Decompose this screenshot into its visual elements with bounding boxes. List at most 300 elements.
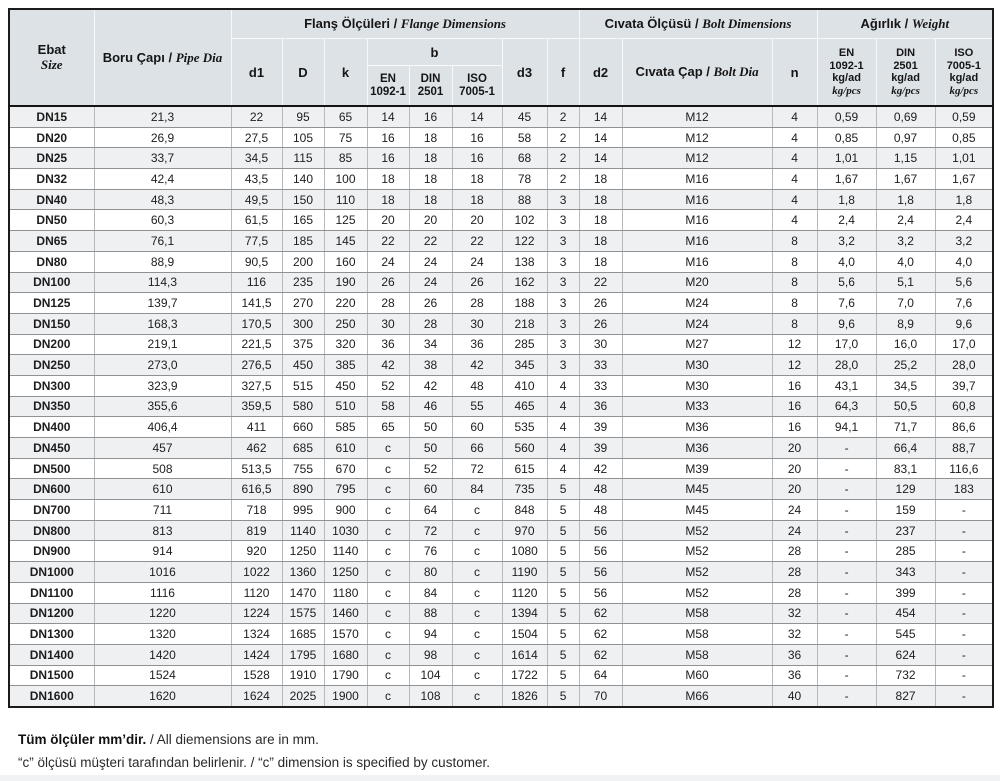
cell-w_din: 129 (876, 479, 935, 500)
cell-w_iso: - (935, 603, 993, 624)
cell-d3: 138 (502, 251, 547, 272)
cell-b_iso: c (452, 500, 502, 521)
cell-d2: 14 (579, 148, 622, 169)
cell-w_iso: - (935, 624, 993, 645)
cell-b_en: 30 (367, 313, 409, 334)
cell-pipe_dia: 88,9 (94, 251, 231, 272)
cell-pipe_dia: 508 (94, 458, 231, 479)
cell-b_iso: c (452, 624, 502, 645)
cell-b_iso: c (452, 603, 502, 624)
cell-b_iso: 28 (452, 293, 502, 314)
cell-d1: 1022 (231, 562, 282, 583)
cell-w_en: 28,0 (817, 355, 876, 376)
col-header-D: D (282, 39, 324, 107)
cell-b_iso: 48 (452, 375, 502, 396)
cell-d1: 61,5 (231, 210, 282, 231)
cell-d1: 34,5 (231, 148, 282, 169)
cell-w_iso: - (935, 500, 993, 521)
cell-k: 1180 (324, 582, 367, 603)
cell-d2: 36 (579, 396, 622, 417)
cell-D: 1575 (282, 603, 324, 624)
cell-w_din: 5,1 (876, 272, 935, 293)
cell-d2: 18 (579, 210, 622, 231)
cell-f: 4 (547, 396, 579, 417)
cell-D: 660 (282, 417, 324, 438)
cell-n: 4 (772, 148, 817, 169)
cell-D: 200 (282, 251, 324, 272)
cell-b_din: 72 (409, 520, 452, 541)
cell-n: 12 (772, 355, 817, 376)
cell-d3: 1614 (502, 644, 547, 665)
cell-d3: 78 (502, 169, 547, 190)
cell-d2: 39 (579, 438, 622, 459)
cell-size: DN1000 (9, 562, 94, 583)
cell-bolt_dia: M36 (622, 438, 772, 459)
cell-b_din: 26 (409, 293, 452, 314)
group-header-flange-dimensions (231, 9, 579, 39)
cell-f: 3 (547, 189, 579, 210)
cell-b_en: c (367, 479, 409, 500)
cell-D: 450 (282, 355, 324, 376)
cell-n: 28 (772, 541, 817, 562)
cell-pipe_dia: 21,3 (94, 106, 231, 127)
cell-b_en: 58 (367, 396, 409, 417)
cell-d3: 285 (502, 334, 547, 355)
cell-d3: 58 (502, 127, 547, 148)
cell-w_iso: 39,7 (935, 375, 993, 396)
cell-d2: 14 (579, 106, 622, 127)
cell-w_din: 732 (876, 665, 935, 686)
cell-w_en: - (817, 458, 876, 479)
cell-b_iso: c (452, 582, 502, 603)
table-row (9, 438, 993, 459)
cell-size: DN400 (9, 417, 94, 438)
cell-b_iso: c (452, 686, 502, 707)
cell-bolt_dia: M52 (622, 541, 772, 562)
cell-n: 20 (772, 479, 817, 500)
cell-pipe_dia: 457 (94, 438, 231, 459)
footnote-units-en: / All diemensions are in mm. (146, 732, 319, 747)
cell-b_din: 64 (409, 500, 452, 521)
cell-b_en: c (367, 562, 409, 583)
cell-n: 8 (772, 251, 817, 272)
cell-pipe_dia: 1420 (94, 644, 231, 665)
cell-w_din: 66,4 (876, 438, 935, 459)
cell-f: 5 (547, 562, 579, 583)
cell-f: 4 (547, 438, 579, 459)
cell-f: 5 (547, 644, 579, 665)
cell-w_din: 50,5 (876, 396, 935, 417)
cell-d1: 359,5 (231, 396, 282, 417)
cell-b_iso: c (452, 665, 502, 686)
cell-d3: 188 (502, 293, 547, 314)
cell-w_din: 71,7 (876, 417, 935, 438)
cell-k: 585 (324, 417, 367, 438)
cell-size: DN40 (9, 189, 94, 210)
cell-n: 4 (772, 106, 817, 127)
cell-n: 28 (772, 562, 817, 583)
cell-d3: 1722 (502, 665, 547, 686)
cell-b_en: 20 (367, 210, 409, 231)
table-row (9, 541, 993, 562)
cell-k: 65 (324, 106, 367, 127)
table-row (9, 231, 993, 252)
cell-b_din: 104 (409, 665, 452, 686)
cell-f: 3 (547, 272, 579, 293)
cell-D: 1795 (282, 644, 324, 665)
cell-n: 40 (772, 686, 817, 707)
cell-k: 110 (324, 189, 367, 210)
footnote-c-tr: “c” ölçüsü müşteri tarafından belirlenir. (18, 755, 247, 770)
cell-b_din: 18 (409, 148, 452, 169)
cell-f: 5 (547, 520, 579, 541)
cell-D: 1685 (282, 624, 324, 645)
cell-D: 140 (282, 169, 324, 190)
table-row (9, 127, 993, 148)
cell-w_en: - (817, 541, 876, 562)
cell-size: DN900 (9, 541, 94, 562)
flange-group-label-tr: Flanş Ölçüleri / (304, 16, 398, 31)
cell-D: 105 (282, 127, 324, 148)
cell-d1: 819 (231, 520, 282, 541)
cell-n: 8 (772, 272, 817, 293)
cell-n: 20 (772, 438, 817, 459)
table-row (9, 644, 993, 665)
dimension-sheet (8, 8, 992, 770)
table-row (9, 355, 993, 376)
cell-d2: 48 (579, 479, 622, 500)
cell-f: 5 (547, 624, 579, 645)
cell-b_iso: 18 (452, 189, 502, 210)
cell-d3: 1826 (502, 686, 547, 707)
cell-bolt_dia: M52 (622, 582, 772, 603)
cell-d2: 39 (579, 417, 622, 438)
cell-d2: 62 (579, 644, 622, 665)
table-row (9, 313, 993, 334)
cell-w_din: 237 (876, 520, 935, 541)
cell-d3: 88 (502, 189, 547, 210)
cell-w_iso: 0,85 (935, 127, 993, 148)
cell-f: 4 (547, 417, 579, 438)
cell-w_en: - (817, 582, 876, 603)
cell-d1: 77,5 (231, 231, 282, 252)
cell-b_din: 50 (409, 438, 452, 459)
cell-w_iso: 60,8 (935, 396, 993, 417)
cell-D: 2025 (282, 686, 324, 707)
cell-size: DN350 (9, 396, 94, 417)
cell-n: 24 (772, 520, 817, 541)
cell-w_en: - (817, 665, 876, 686)
table-row (9, 500, 993, 521)
cell-b_en: 36 (367, 334, 409, 355)
cell-D: 755 (282, 458, 324, 479)
cell-b_en: 16 (367, 127, 409, 148)
cell-pipe_dia: 26,9 (94, 127, 231, 148)
col-header-b: b (367, 39, 502, 66)
table-row (9, 686, 993, 707)
cell-d2: 18 (579, 231, 622, 252)
cell-f: 3 (547, 231, 579, 252)
cell-d2: 56 (579, 562, 622, 583)
weight-din-std: DIN (896, 47, 916, 59)
cell-bolt_dia: M52 (622, 562, 772, 583)
cell-D: 375 (282, 334, 324, 355)
cell-f: 5 (547, 479, 579, 500)
cell-n: 12 (772, 334, 817, 355)
cell-b_en: 26 (367, 272, 409, 293)
cell-b_en: c (367, 644, 409, 665)
cell-w_din: 3,2 (876, 231, 935, 252)
cell-size: DN800 (9, 520, 94, 541)
cell-b_din: 18 (409, 189, 452, 210)
weight-group-label-tr: Ağırlık / (860, 16, 909, 31)
cell-w_iso: 1,67 (935, 169, 993, 190)
cell-w_en: 0,85 (817, 127, 876, 148)
cell-w_iso: 28,0 (935, 355, 993, 376)
col-header-b-iso (452, 66, 502, 107)
cell-b_iso: 14 (452, 106, 502, 127)
cell-w_din: 827 (876, 686, 935, 707)
weight-en-std: EN (838, 47, 855, 59)
cell-pipe_dia: 60,3 (94, 210, 231, 231)
table-row (9, 603, 993, 624)
pipe-dia-label-tr: Boru Çapı / (102, 49, 173, 65)
cell-d2: 14 (579, 127, 622, 148)
cell-k: 1790 (324, 665, 367, 686)
table-row (9, 665, 993, 686)
cell-k: 1680 (324, 644, 367, 665)
table-row (9, 582, 993, 603)
cell-d2: 42 (579, 458, 622, 479)
cell-w_din: 285 (876, 541, 935, 562)
cell-D: 1250 (282, 541, 324, 562)
cell-w_iso: 1,01 (935, 148, 993, 169)
b-en-l1: EN (380, 72, 396, 85)
cell-b_iso: 84 (452, 479, 502, 500)
cell-d3: 615 (502, 458, 547, 479)
cell-w_din: 454 (876, 603, 935, 624)
cell-d2: 30 (579, 334, 622, 355)
cell-w_din: 16,0 (876, 334, 935, 355)
cell-size: DN1400 (9, 644, 94, 665)
cell-d2: 26 (579, 293, 622, 314)
bolt-group-label-tr: Cıvata Ölçüsü / (604, 16, 699, 31)
cell-k: 145 (324, 231, 367, 252)
cell-d3: 735 (502, 479, 547, 500)
cell-size: DN1500 (9, 665, 94, 686)
cell-n: 4 (772, 189, 817, 210)
cell-bolt_dia: M27 (622, 334, 772, 355)
cell-D: 95 (282, 106, 324, 127)
cell-b_din: 80 (409, 562, 452, 583)
cell-d2: 26 (579, 313, 622, 334)
bolt-dia-label-tr: Cıvata Çap / (635, 64, 710, 79)
cell-bolt_dia: M52 (622, 520, 772, 541)
cell-D: 150 (282, 189, 324, 210)
cell-b_din: 28 (409, 313, 452, 334)
cell-f: 3 (547, 293, 579, 314)
flange-group-label-en: Flange Dimensions (400, 16, 506, 31)
cell-bolt_dia: M58 (622, 644, 772, 665)
cell-k: 125 (324, 210, 367, 231)
cell-d3: 410 (502, 375, 547, 396)
cell-w_en: 3,2 (817, 231, 876, 252)
cell-w_en: - (817, 479, 876, 500)
table-row (9, 417, 993, 438)
cell-w_en: - (817, 624, 876, 645)
col-header-weight-en (817, 39, 876, 107)
cell-pipe_dia: 610 (94, 479, 231, 500)
cell-w_din: 34,5 (876, 375, 935, 396)
footnote-c-dimension (18, 751, 978, 774)
weight-din-unit-tr: kg/ad (891, 72, 920, 84)
cell-d3: 1394 (502, 603, 547, 624)
col-header-d1: d1 (231, 39, 282, 107)
cell-d3: 465 (502, 396, 547, 417)
cell-d2: 64 (579, 665, 622, 686)
cell-d1: 1424 (231, 644, 282, 665)
cell-d2: 18 (579, 251, 622, 272)
cell-w_din: 545 (876, 624, 935, 645)
cell-bolt_dia: M12 (622, 148, 772, 169)
cell-b_en: 14 (367, 106, 409, 127)
cell-b_din: 52 (409, 458, 452, 479)
weight-en-code: 1092-1 (829, 59, 864, 72)
table-row (9, 520, 993, 541)
cell-w_en: 64,3 (817, 396, 876, 417)
cell-D: 165 (282, 210, 324, 231)
cell-pipe_dia: 406,4 (94, 417, 231, 438)
cell-d1: 276,5 (231, 355, 282, 376)
cell-pipe_dia: 168,3 (94, 313, 231, 334)
cell-b_en: c (367, 603, 409, 624)
cell-w_iso: 4,0 (935, 251, 993, 272)
weight-iso-unit-en: kg/pcs (949, 84, 979, 97)
weight-din-unit-en: kg/pcs (891, 84, 920, 97)
cell-b_din: 60 (409, 479, 452, 500)
cell-f: 4 (547, 375, 579, 396)
col-header-weight-din (876, 39, 935, 107)
cell-D: 515 (282, 375, 324, 396)
cell-n: 36 (772, 665, 817, 686)
col-header-size (9, 9, 94, 106)
cell-bolt_dia: M60 (622, 665, 772, 686)
cell-bolt_dia: M58 (622, 624, 772, 645)
cell-d2: 22 (579, 272, 622, 293)
cell-size: DN80 (9, 251, 94, 272)
cell-w_en: 94,1 (817, 417, 876, 438)
cell-w_en: 7,6 (817, 293, 876, 314)
cell-k: 385 (324, 355, 367, 376)
cell-size: DN20 (9, 127, 94, 148)
cell-w_din: 0,97 (876, 127, 935, 148)
cell-w_iso: 7,6 (935, 293, 993, 314)
table-header (9, 9, 993, 106)
cell-w_en: - (817, 644, 876, 665)
cell-n: 28 (772, 582, 817, 603)
cell-d2: 33 (579, 375, 622, 396)
cell-size: DN15 (9, 106, 94, 127)
cell-w_iso: - (935, 582, 993, 603)
cell-b_din: 42 (409, 375, 452, 396)
b-en-l2: 1092-1 (370, 85, 406, 98)
flange-dimensions-table (8, 8, 994, 708)
cell-bolt_dia: M20 (622, 272, 772, 293)
cell-d3: 345 (502, 355, 547, 376)
cell-b_iso: 36 (452, 334, 502, 355)
cell-w_en: 4,0 (817, 251, 876, 272)
b-iso-l1: ISO (467, 72, 487, 85)
cell-d1: 1528 (231, 665, 282, 686)
cell-D: 115 (282, 148, 324, 169)
cell-size: DN125 (9, 293, 94, 314)
cell-d2: 56 (579, 541, 622, 562)
cell-f: 2 (547, 169, 579, 190)
cell-d1: 1120 (231, 582, 282, 603)
cell-bolt_dia: M45 (622, 500, 772, 521)
cell-b_en: 24 (367, 251, 409, 272)
cell-d2: 56 (579, 520, 622, 541)
cell-w_iso: - (935, 686, 993, 707)
cell-f: 3 (547, 355, 579, 376)
cell-k: 160 (324, 251, 367, 272)
cell-b_din: 24 (409, 272, 452, 293)
cell-d3: 1504 (502, 624, 547, 645)
cell-f: 5 (547, 665, 579, 686)
cell-f: 2 (547, 148, 579, 169)
cell-D: 1360 (282, 562, 324, 583)
cell-w_iso: 116,6 (935, 458, 993, 479)
table-row (9, 375, 993, 396)
cell-d1: 1324 (231, 624, 282, 645)
cell-k: 1030 (324, 520, 367, 541)
weight-en-unit-tr: kg/ad (832, 72, 861, 84)
cell-size: DN1100 (9, 582, 94, 603)
weight-group-label-en: Weight (911, 16, 950, 31)
cell-bolt_dia: M16 (622, 231, 772, 252)
cell-pipe_dia: 76,1 (94, 231, 231, 252)
cell-w_din: 2,4 (876, 210, 935, 231)
cell-w_iso: - (935, 665, 993, 686)
cell-D: 995 (282, 500, 324, 521)
cell-n: 16 (772, 375, 817, 396)
cell-D: 580 (282, 396, 324, 417)
cell-k: 1140 (324, 541, 367, 562)
cell-n: 8 (772, 231, 817, 252)
cell-b_din: 84 (409, 582, 452, 603)
cell-bolt_dia: M16 (622, 169, 772, 190)
cell-d1: 170,5 (231, 313, 282, 334)
group-header-weight (817, 9, 993, 39)
cell-w_din: 4,0 (876, 251, 935, 272)
cell-d1: 221,5 (231, 334, 282, 355)
cell-bolt_dia: M30 (622, 375, 772, 396)
cell-f: 5 (547, 603, 579, 624)
cell-w_en: 43,1 (817, 375, 876, 396)
page-bottom-strip (0, 775, 1000, 781)
cell-n: 24 (772, 500, 817, 521)
cell-bolt_dia: M45 (622, 479, 772, 500)
table-row (9, 106, 993, 127)
cell-k: 450 (324, 375, 367, 396)
cell-w_iso: 0,59 (935, 106, 993, 127)
cell-pipe_dia: 914 (94, 541, 231, 562)
cell-w_iso: 3,2 (935, 231, 993, 252)
cell-w_din: 7,0 (876, 293, 935, 314)
cell-f: 2 (547, 127, 579, 148)
cell-k: 1460 (324, 603, 367, 624)
col-header-d3: d3 (502, 39, 547, 107)
